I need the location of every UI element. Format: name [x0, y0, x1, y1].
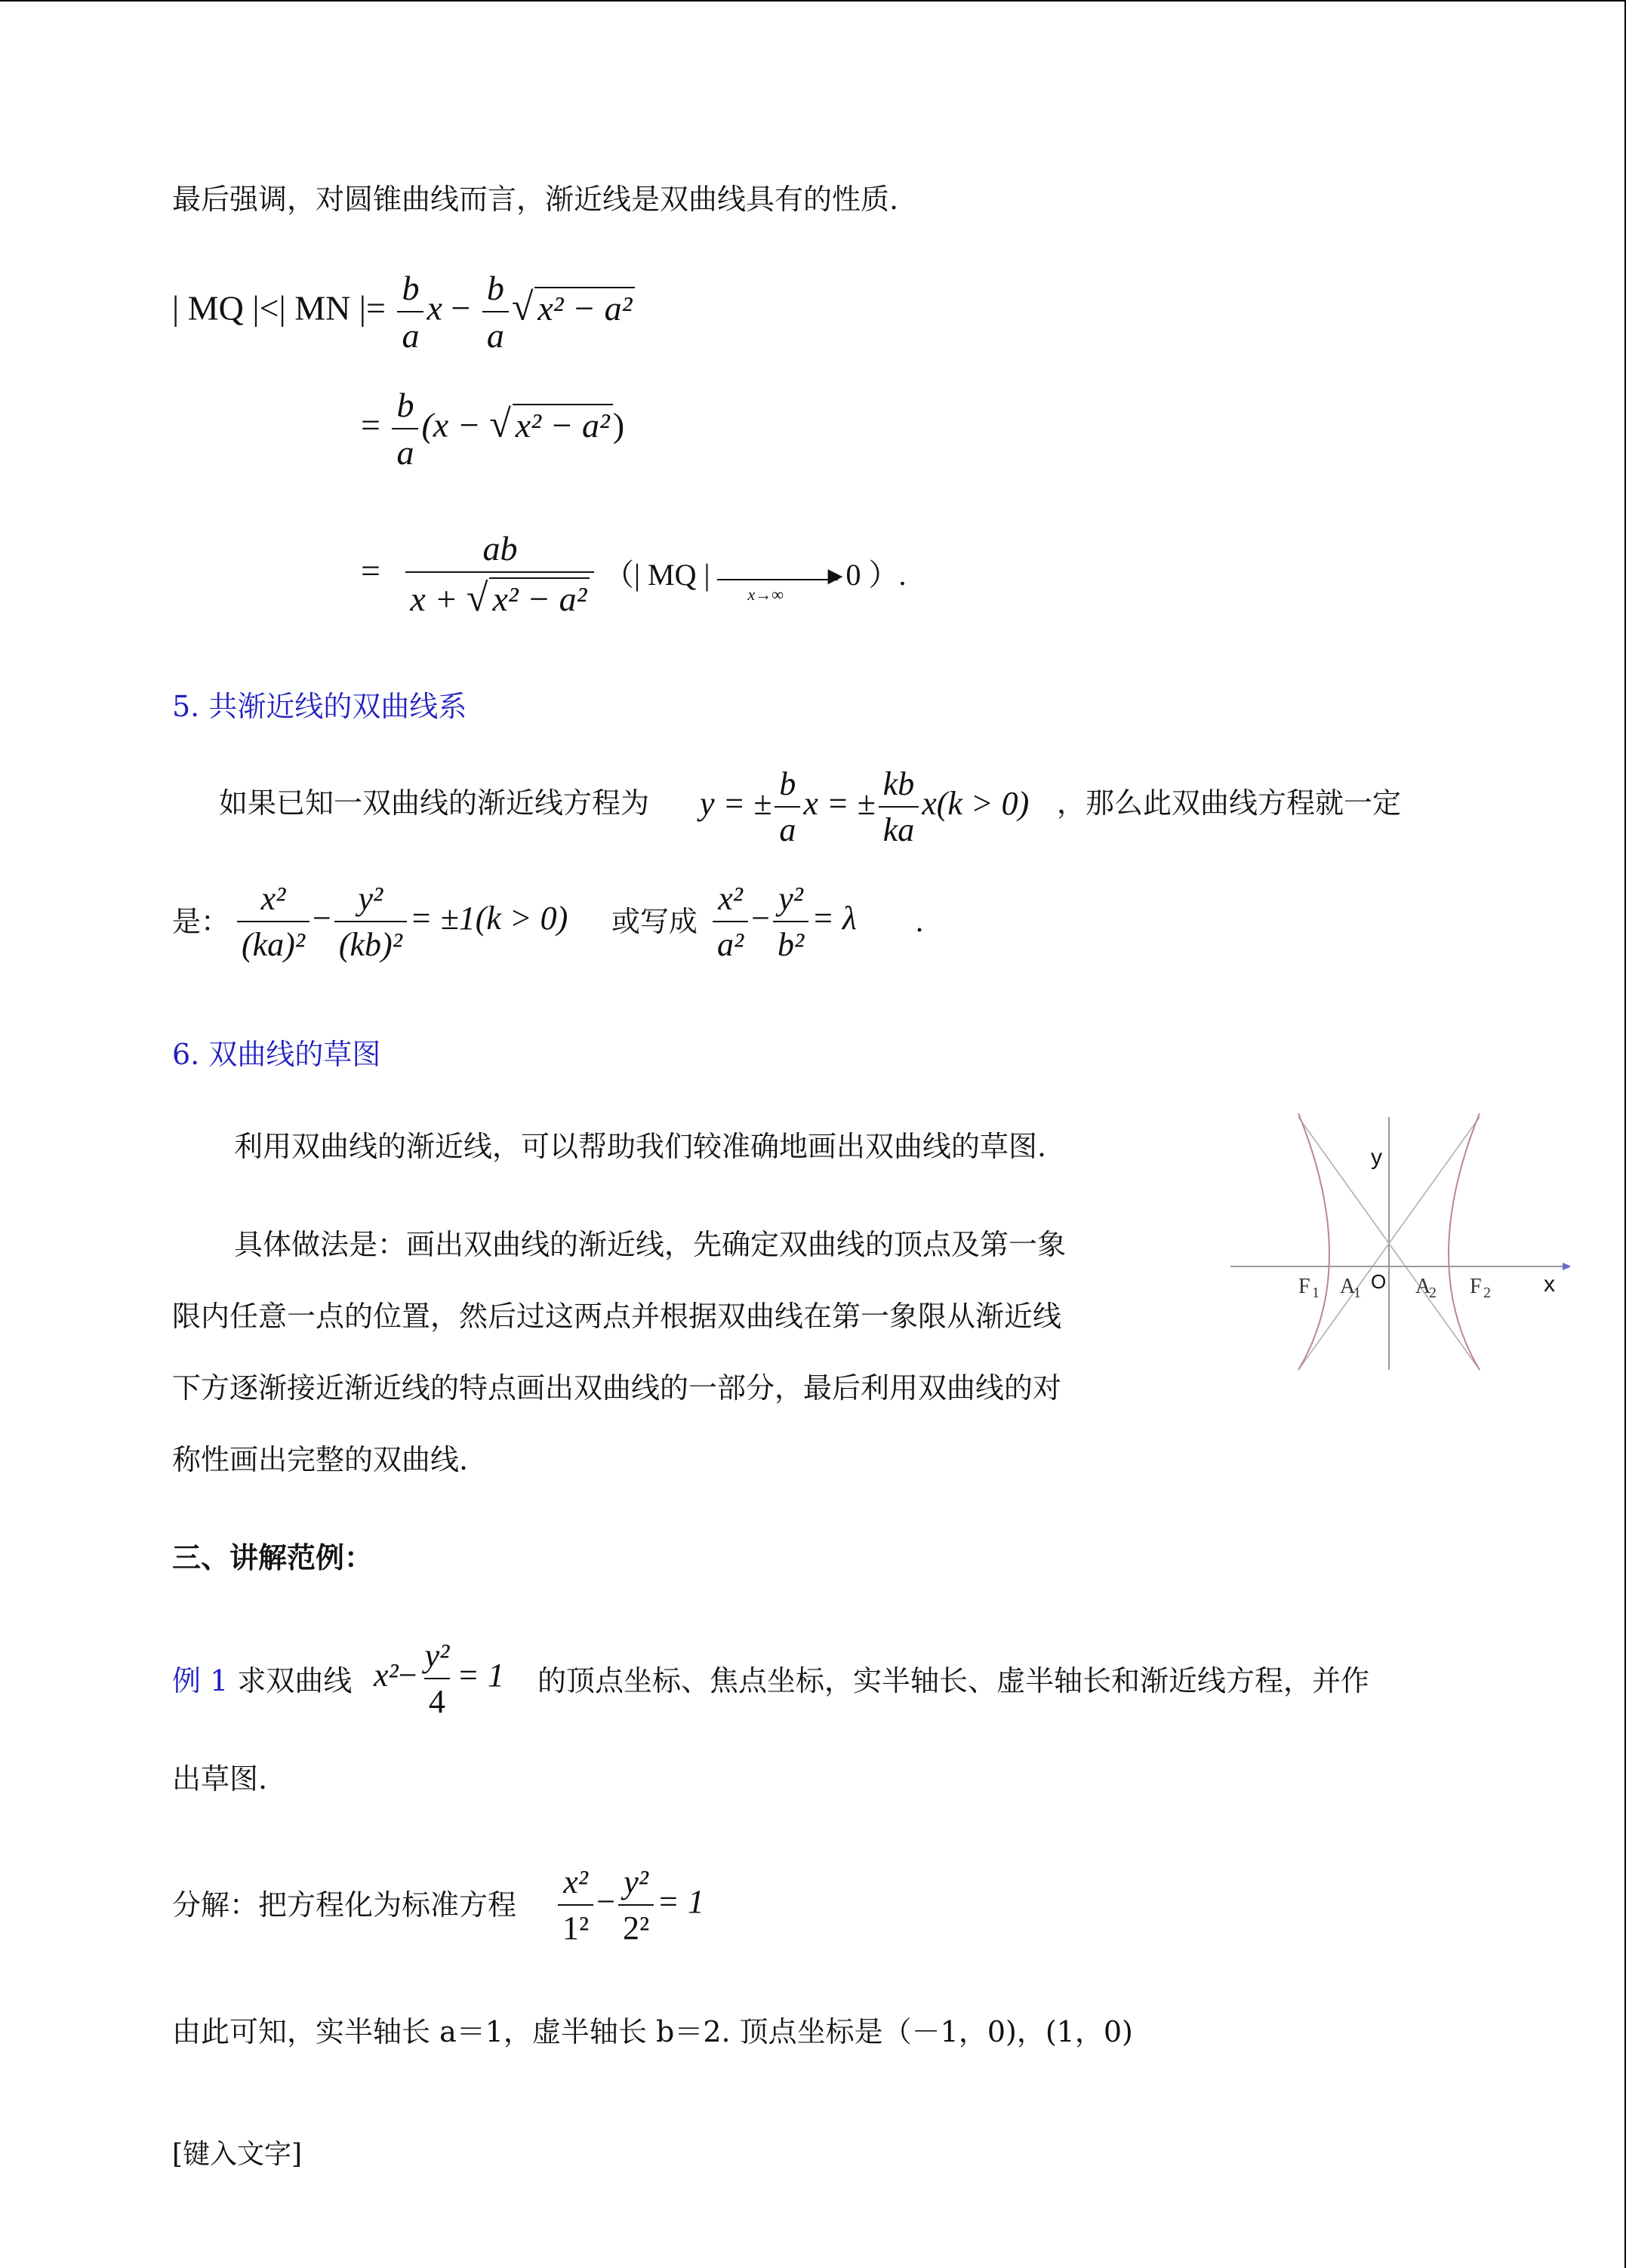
example-1-line-1-tail: 的顶点坐标、焦点坐标，实半轴长、虚半轴长和渐近线方程，并作: [537, 1664, 1370, 1697]
a1-label: A: [1340, 1275, 1356, 1298]
example-1-line-1: 例 1 求双曲线: [172, 1664, 353, 1697]
y-label: y: [1371, 1145, 1382, 1170]
solution-line-1: 分解：把方程化为标准方程: [172, 1888, 517, 1922]
equation-line-3: = $\frac{ab}{\text{x + √ x² − a²}}$: [361, 528, 611, 620]
svg-text:2: 2: [1483, 1285, 1491, 1301]
fraction-b-over-a-2: $\frac{b}{a}$: [482, 268, 509, 355]
paragraph-6a: 利用双曲线的渐近线，可以帮助我们较准确地画出双曲线的草图.: [234, 1130, 1047, 1163]
right-branch: [1449, 1113, 1480, 1370]
f2-label: F: [1470, 1275, 1482, 1298]
paragraph-6b-line-3: 下方逐渐接近渐近线的特点画出双曲线的一部分，最后利用双曲线的对: [172, 1371, 1062, 1405]
asymptote-equation: y = ± $\frac{b}{a}$ x = ± $\frac{kb}{ka}$ x(k > 0): [700, 765, 1030, 848]
origin-label: O: [1371, 1270, 1387, 1293]
paragraph-5a: 如果已知一双曲线的渐近线方程为: [219, 786, 650, 820]
example-1-label: 例 1: [172, 1664, 229, 1697]
fraction-b-over-a: $\frac{b}{a}$: [397, 268, 423, 355]
svg-text:2: 2: [1429, 1285, 1437, 1301]
heading-examples: 三、讲解范例：: [172, 1540, 374, 1574]
hyperbola-lambda-equation: $\frac{\text{x²}}{\text{a²}}$ − $\frac{\text{y²}}{\text{b²}}$ = λ: [710, 879, 857, 964]
paragraph-5b-head: 是：: [172, 905, 230, 938]
paragraph-5b-end: .: [915, 905, 925, 938]
example-1-equation: x²− $\frac{\text{y²}}{4}$ = 1: [374, 1637, 504, 1720]
hyperbola-family-equation: $\frac{\text{x²}}{\text{(ka)²}}$ − $\frac{\text{y²}}{\text{(kb)²}}$ = ±1(k > 0): [234, 879, 568, 964]
x-label: x: [1544, 1272, 1555, 1297]
equation-line-2: = $\frac{b}{a}$ (x − √ x² − a²): [361, 386, 625, 472]
svg-text:1: 1: [1312, 1285, 1320, 1301]
paragraph-conclusion: 最后强调，对圆锥曲线而言，渐近线是双曲线具有的性质.: [172, 183, 899, 216]
paragraph-5a-tail: ，那么此双曲线方程就一定: [1057, 786, 1402, 820]
solution-equation: $\frac{\text{x²}}{\text{1²}}$ − $\frac{\text{y²}}{\text{2²}}$ = 1: [555, 1863, 704, 1947]
x-axis-arrow-icon: [1563, 1263, 1570, 1270]
a2-label: A: [1415, 1275, 1431, 1298]
paragraph-6b-line-4: 称性画出完整的双曲线.: [172, 1443, 469, 1476]
sqrt-term: x² − a²: [534, 287, 635, 328]
left-branch: [1298, 1113, 1329, 1370]
hyperbola-sketch: [1223, 1113, 1570, 1385]
svg-text:1: 1: [1353, 1285, 1361, 1301]
f1-label: F: [1298, 1275, 1310, 1298]
solution-line-2: 由此可知，实半轴长 a＝1，虚半轴长 b＝2. 顶点坐标是（－1，0)，(1，0): [172, 2015, 1133, 2048]
paragraph-5b-mid: 或写成: [611, 905, 698, 938]
paragraph-6b-line-2: 限内任意一点的位置，然后过这两点并根据双曲线在第一象限从渐近线: [172, 1300, 1062, 1333]
heading-section-6: 6. 双曲线的草图: [172, 1038, 381, 1071]
page-top-border: [0, 0, 1626, 2]
footer-placeholder: [键入文字]: [172, 2139, 303, 2170]
paragraph-6b-line-1: 具体做法是：画出双曲线的渐近线，先确定双曲线的顶点及第一象: [234, 1228, 1067, 1261]
example-1-line-2: 出草图.: [172, 1762, 268, 1796]
limit-note: （| MQ | ▶ x→∞ 0 ）.: [604, 558, 907, 604]
heading-section-5: 5. 共渐近线的双曲线系: [172, 690, 467, 723]
equation-line-1: | MQ |<| MN |= $\frac{b}{a}$ x − $\frac{b}{a}$ √ x² − a²: [172, 268, 635, 355]
